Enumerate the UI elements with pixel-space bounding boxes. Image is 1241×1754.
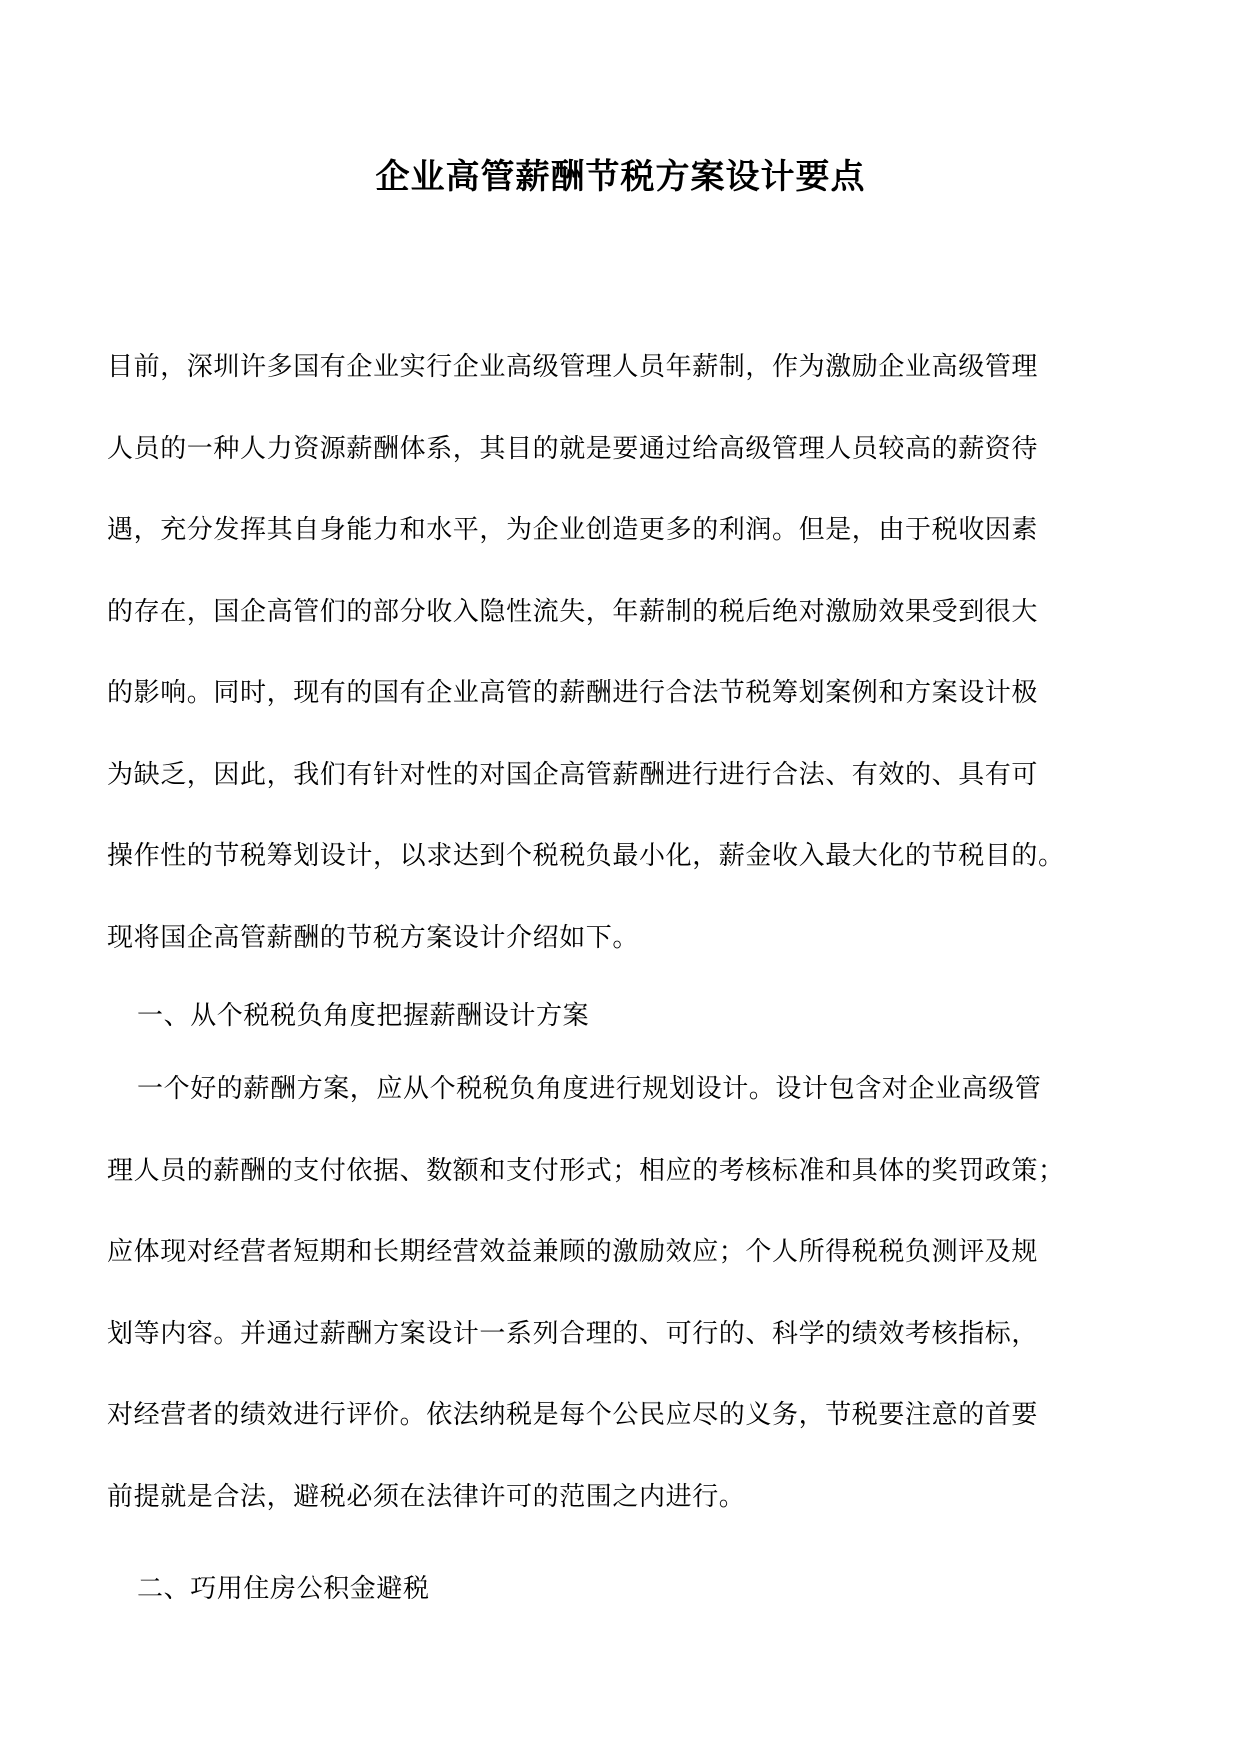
paragraph-intro xyxy=(107,327,1132,953)
paragraph-line: 目前，深圳许多国有企业实行企业高级管理人员年薪制，作为激励企业高级管理 xyxy=(107,352,1039,382)
paragraph-line: 操作性的节税筹划设计，以求达到个税税负最小化，薪金收入最大化的节税目的。 xyxy=(107,841,1065,871)
paragraph-line: 划等内容。并通过薪酬方案设计一系列合理的、可行的、科学的绩效考核指标， xyxy=(107,1318,1039,1349)
paragraph-line: 应体现对经营者短期和长期经营效益兼顾的激励效应；个人所得税税负测评及规 xyxy=(107,1237,1039,1267)
paragraph-line: 现将国企高管薪酬的节税方案设计介绍如下。 xyxy=(107,922,640,953)
paragraph-line: 为缺乏，因此，我们有针对性的对国企高管薪酬进行进行合法、有效的、具有可 xyxy=(107,759,1039,790)
section-heading-2: 二、巧用住房公积金避税 xyxy=(137,1574,430,1604)
paragraph-line: 前提就是合法，避税必须在法律许可的范围之内进行。 xyxy=(107,1481,746,1512)
section-heading-1: 一、从个税税负角度把握薪酬设计方案 xyxy=(137,1001,590,1031)
paragraph-line: 的影响。同时，现有的国有企业高管的薪酬进行合法节税筹划案例和方案设计极 xyxy=(107,678,1039,708)
paragraph-line: 的存在，国企高管们的部分收入隐性流失，年薪制的税后绝对激励效果受到很大 xyxy=(107,596,1039,627)
paragraph-line: 人员的一种人力资源薪酬体系，其目的就是要通过给高级管理人员较高的薪资待 xyxy=(107,433,1039,464)
paragraph-section-1 xyxy=(107,1049,1132,1538)
paragraph-line: 对经营者的绩效进行评价。依法纳税是每个公民应尽的义务，节税要注意的首要 xyxy=(107,1400,1039,1430)
paragraph-line: 遇，充分发挥其自身能力和水平，为企业创造更多的利润。但是，由于税收因素 xyxy=(107,515,1039,545)
paragraph-line: 理人员的薪酬的支付依据、数额和支付形式；相应的考核标准和具体的奖罚政策； xyxy=(107,1155,1065,1186)
paragraph-line: 一个好的薪酬方案，应从个税税负角度进行规划设计。设计包含对企业高级管 xyxy=(137,1074,1042,1104)
document-title: 企业高管薪酬节税方案设计要点 xyxy=(375,157,866,197)
